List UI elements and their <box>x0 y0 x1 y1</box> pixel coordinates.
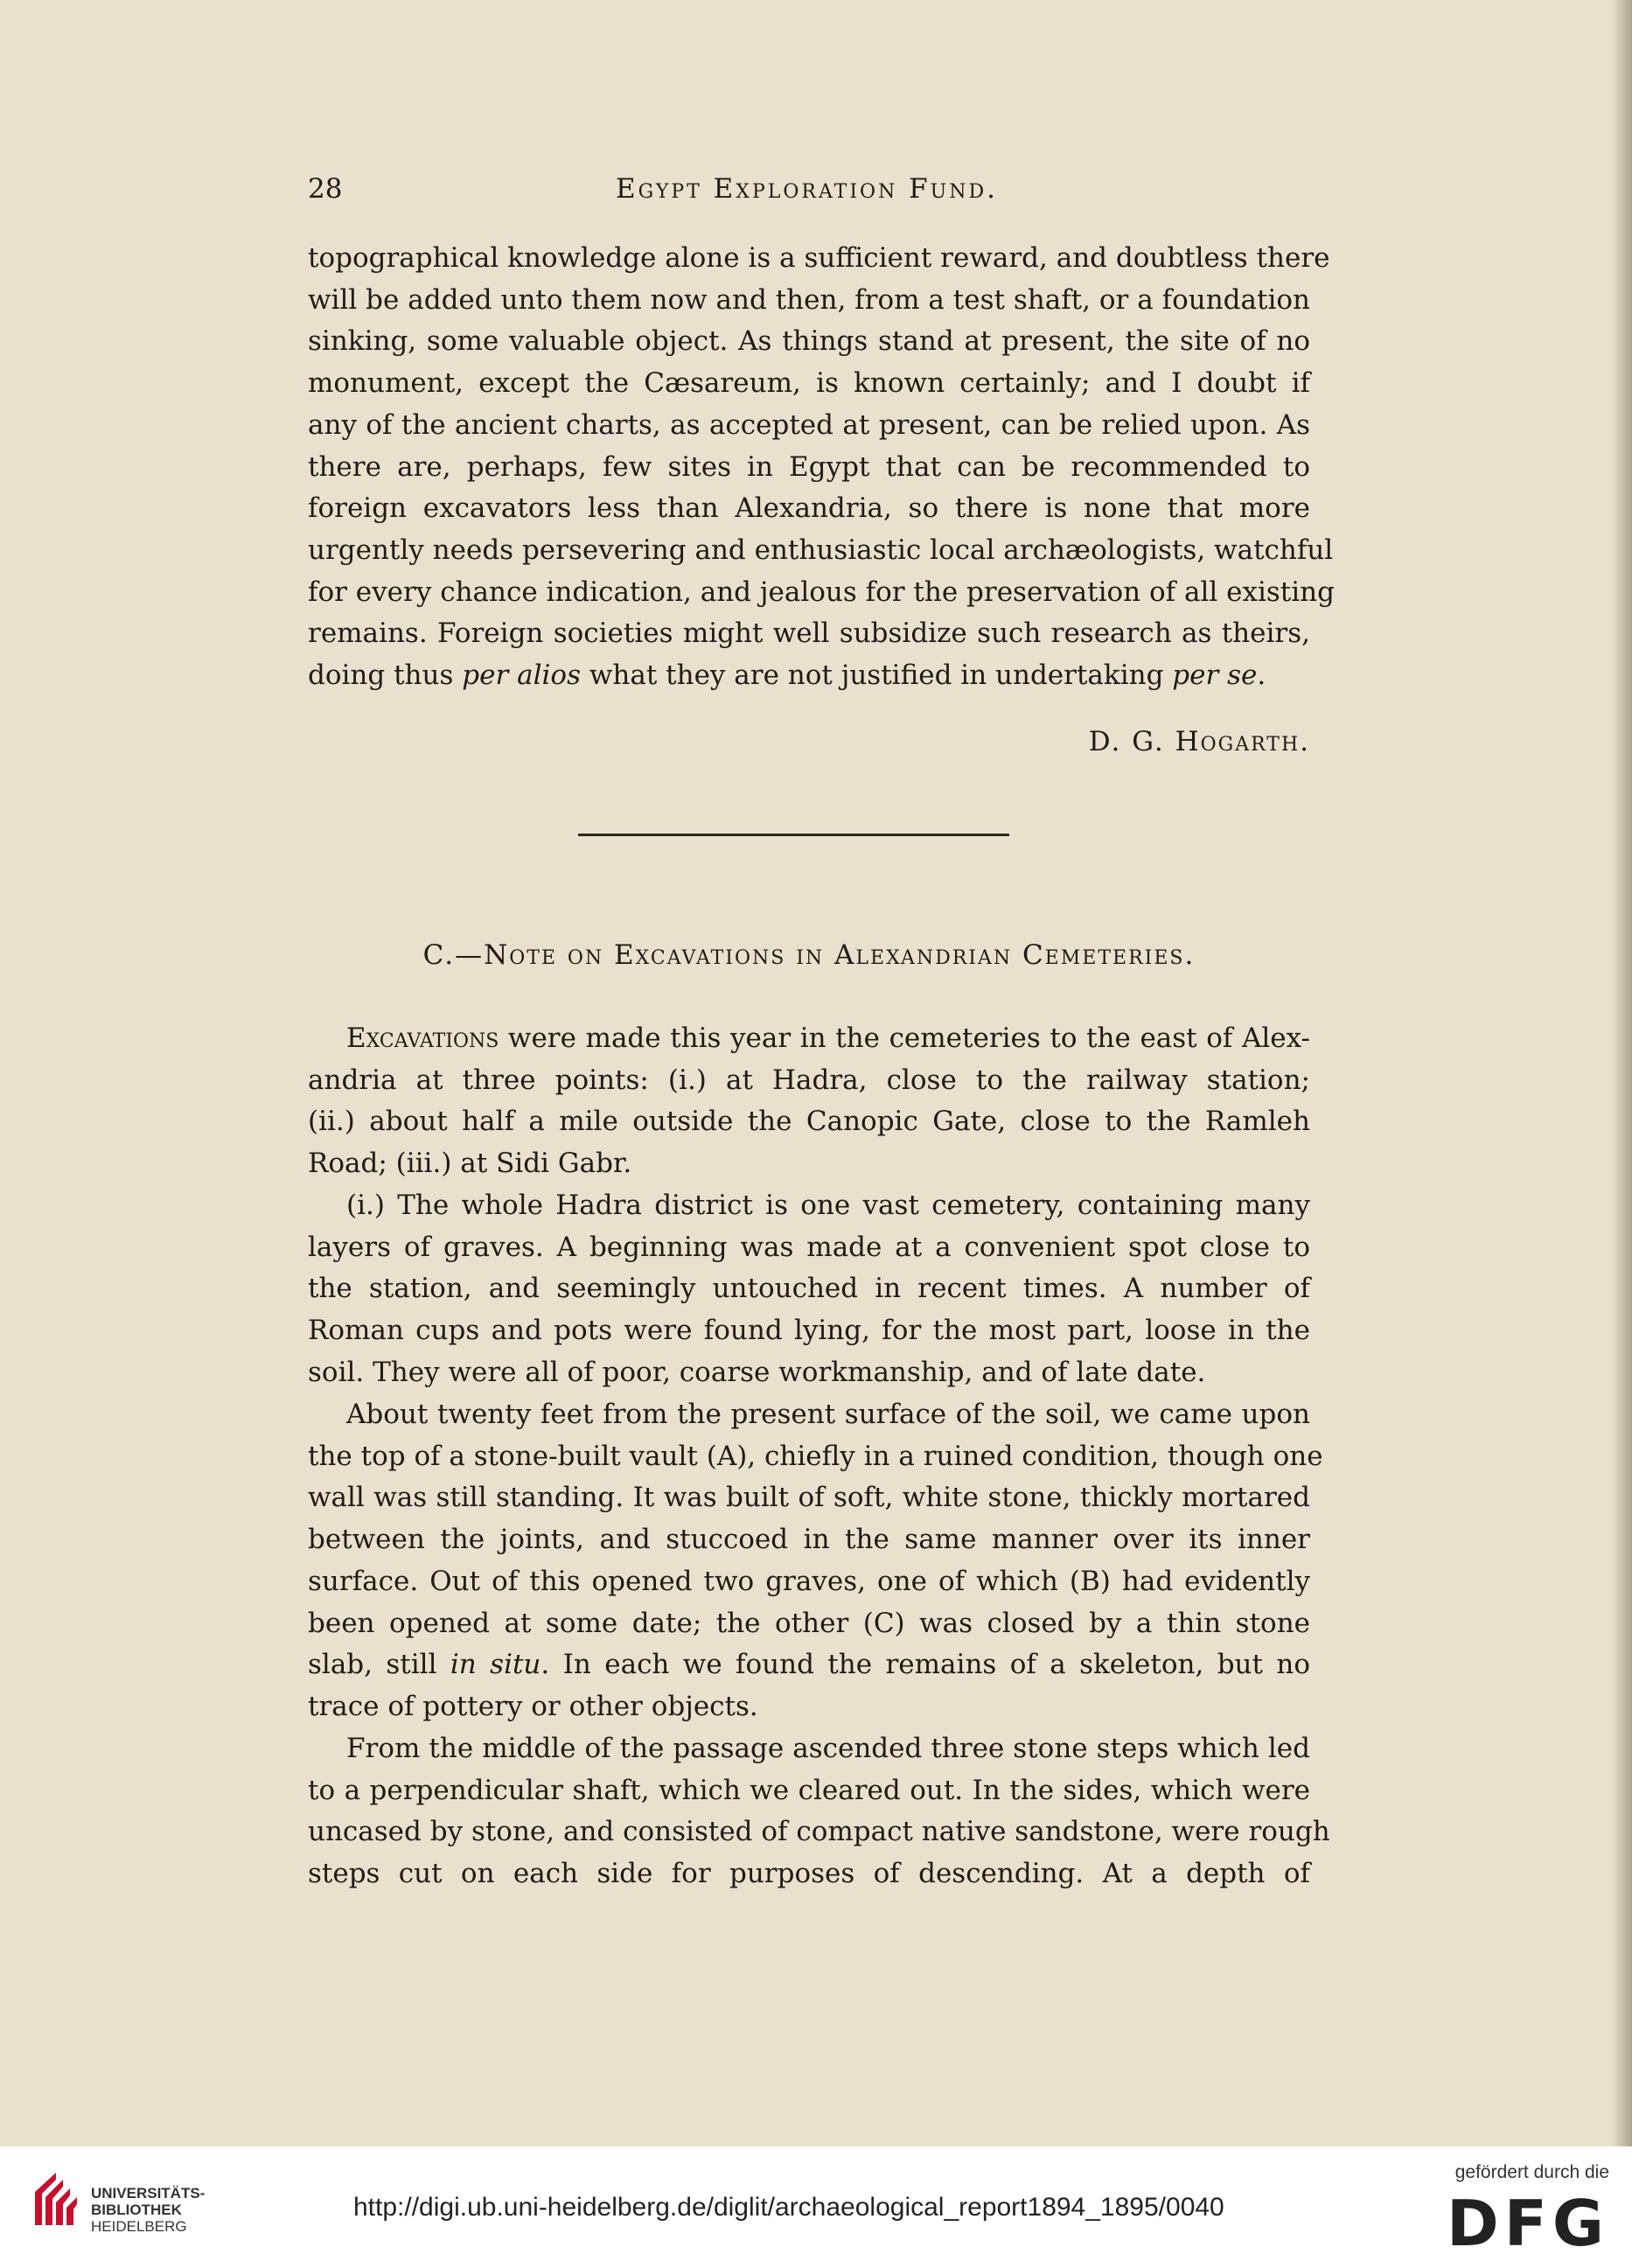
text-line: for every chance indication, and jealous for the preservation of all existing <box>308 576 1335 608</box>
library-name[interactable] <box>91 2185 205 2235</box>
text-line: there are, perhaps, few sites in Egypt that can be recommended to <box>308 450 1310 483</box>
paragraph-hadra-district <box>308 1185 1310 1394</box>
text-line: surface. Out of this opened two graves, one of which (B) had evidently <box>308 1565 1310 1597</box>
text-line: From the middle of the passage ascended three stone steps which led <box>346 1733 1310 1764</box>
text-line: uncased by stone, and consisted of compact native sandstone, were rough <box>308 1816 1330 1848</box>
author-signature: D. G. Hogarth. <box>1088 726 1310 757</box>
dfg-logo[interactable]: DFG <box>1446 2187 1609 2260</box>
text-line: Roman cups and pots were found lying, for the most part, loose in the <box>308 1315 1310 1347</box>
running-head <box>308 173 1310 215</box>
text-line: Road; (iii.) at Sidi Gabr. <box>308 1148 632 1180</box>
text-line: the top of a stone-built vault (A), chiefly in a ruined condition, though one <box>308 1440 1323 1472</box>
text-line: (i.) The whole Hadra district is one vast cemetery, containing many <box>346 1190 1310 1221</box>
running-title: Egypt Exploration Fund. <box>616 173 998 205</box>
paragraph-stone-vault <box>308 1394 1323 1728</box>
text-line: wall was still standing. It was built of soft, white stone, thickly mortared <box>308 1482 1310 1514</box>
library-name-line: UNIVERSITÄTS- <box>91 2185 206 2202</box>
section-title: C.—Note on Excavations in Alexandrian Cemeteries. <box>422 939 1196 971</box>
text-line: foreign excavators less than Alexandria, so there is none that more <box>308 492 1310 525</box>
lead-word: Excavations <box>346 1022 499 1054</box>
library-name-line: BIBLIOTHEK <box>91 2202 182 2218</box>
text-line: (ii.) about half a mile outside the Canopic Gate, close to the Ramleh <box>308 1106 1310 1138</box>
text-line: andria at three points: (i.) at Hadra, close to the railway station; <box>308 1064 1310 1096</box>
text-line: trace of pottery or other objects. <box>308 1690 758 1722</box>
text-run: . <box>1257 659 1266 692</box>
permalink-url[interactable]: http://digi.ub.uni-heidelberg.de/diglit/archaeological_report1894_1895/0040 <box>353 2193 1224 2222</box>
text-line <box>308 655 1310 697</box>
text-line: layers of graves. A beginning was made at a convenient spot close to <box>308 1231 1310 1263</box>
text-line: will be added unto them now and then, from a test shaft, or a foundation <box>308 283 1310 316</box>
text-line: soil. They were all of poor, coarse workmanship, and of late date. <box>308 1356 1206 1388</box>
text-line: About twenty feet from the present surface of the soil, we came upon <box>346 1399 1310 1430</box>
text-line <box>308 1644 1310 1686</box>
text-run: what they are not justified in undertaking <box>581 659 1173 692</box>
section-divider <box>578 834 1009 836</box>
italic-run: in situ <box>450 1649 541 1681</box>
paragraph-passage-steps <box>308 1728 1330 1895</box>
text-run: . In each we found the remains of a skeleton, but no <box>541 1649 1310 1681</box>
text-run: were made this year in the cemeteries to the east of Alex- <box>499 1022 1310 1054</box>
university-library-logo-icon[interactable] <box>31 2167 82 2229</box>
paragraph-hogarth-conclusion <box>308 238 1335 697</box>
text-line: any of the ancient charts, as accepted at present, can be relied upon. As <box>308 408 1310 441</box>
text-line: sinking, some valuable object. As things stand at present, the site of no <box>308 325 1310 358</box>
text-line: the station, and seemingly untouched in recent times. A number of <box>308 1273 1310 1305</box>
text-line: been opened at some date; the other (C) was closed by a thin stone <box>308 1607 1310 1639</box>
text-line <box>308 1018 1310 1060</box>
text-line: monument, except the Cæsareum, is known certainly; and I doubt if <box>308 367 1310 400</box>
viewer-footer <box>0 2146 1632 2268</box>
funded-by-label: gefördert durch die <box>1454 2162 1609 2182</box>
page-edge-shadow <box>1611 0 1632 2146</box>
text-run: slab, still <box>308 1649 450 1681</box>
text-line: steps cut on each side for purposes of descending. At a depth of <box>308 1858 1310 1890</box>
page-number: 28 <box>308 173 343 205</box>
italic-run: per se <box>1172 659 1258 692</box>
paragraph-excavations-intro <box>308 1018 1310 1185</box>
text-line: between the joints, and stuccoed in the same manner over its inner <box>308 1524 1310 1556</box>
text-line: topographical knowledge alone is a sufficient reward, and doubtless there <box>308 242 1330 274</box>
text-line: urgently needs persevering and enthusiastic local archæologists, watchful <box>308 534 1334 566</box>
library-name-line: HEIDELBERG <box>91 2218 187 2235</box>
text-line: remains. Foreign societies might well subsidize such research as theirs, <box>308 618 1310 650</box>
text-line: to a perpendicular shaft, which we cleared out. In the sides, which were <box>308 1774 1310 1806</box>
italic-run: per alios <box>462 659 581 692</box>
text-run: doing thus <box>308 659 463 692</box>
